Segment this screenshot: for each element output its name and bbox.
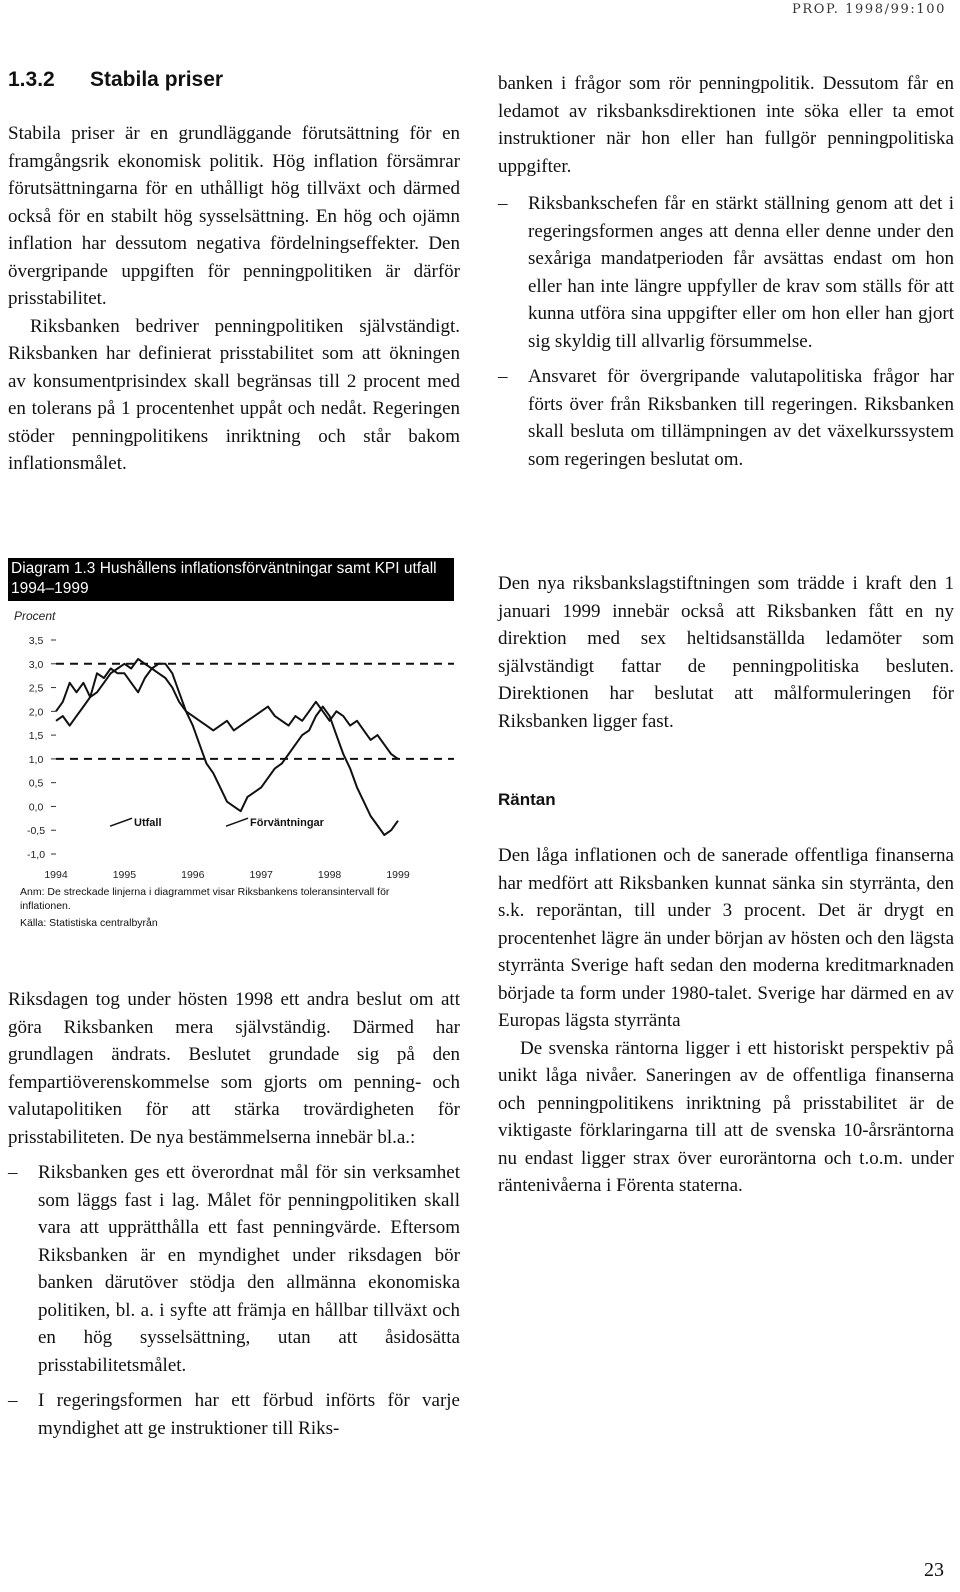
list-item: [8, 1387, 460, 1442]
x-tick-label: 1995: [112, 869, 137, 881]
document-reference: PROP. 1998/99:100: [792, 2, 946, 17]
series-line-utfall: [56, 664, 398, 835]
x-tick-label: 1996: [181, 869, 205, 881]
section-number: 1.3.2: [8, 68, 55, 91]
y-tick-label: 1,5: [28, 730, 44, 743]
x-tick-label: 1999: [386, 869, 410, 881]
y-tick-label: 3,5: [28, 635, 44, 647]
chart-note: Anm: De streckade linjerna i diagrammet visar Riksbankens toleransintervall för inflationen.: [20, 886, 390, 912]
reform-list: [498, 190, 954, 473]
legislation-block: [498, 570, 954, 735]
list-item-text: Riksbankschefen får en stärkt ställning genom att det i regeringsformen anges att denna eller denne under den sexåriga mandatperioden får avsättas endast om hon eller han inte längre uppfyller de krav som ställs för att kunna utföra sina uppgifter eller om hon eller han gjort sig skyldig till allvarlig försummelse.: [528, 193, 954, 352]
section-heading: [8, 68, 223, 92]
paragraph-continuation: banken i frågor som rör penningpolitik. Dessutom får en ledamot av riksbanksdirektionen inte söka eller ta emot instruktioner när hon eller han fullgör penningpolitiska uppgifter.: [498, 73, 954, 177]
x-tick-label: 1998: [317, 869, 342, 881]
section-title: Stabila priser: [90, 68, 224, 91]
new-rules-list: [8, 1159, 460, 1442]
paragraph-stable-prices: Stabila priser är en grundläggande förutsättning för en framgångsrik ekonomisk politik. Hög inflation försämrar förutsättningarna för en uthålligt hög tillväxt och därmed också för en stabilt hög sysselsättning. En hög och ojämn inflation har dessutom negativa fördelningseffekter. Den övergripande uppgiften för penningpolitiken är därför prisstabilitet.: [8, 123, 460, 309]
right-upper-block: [498, 70, 954, 481]
list-item: [498, 363, 954, 473]
rates-block: [498, 842, 954, 1200]
chart-unit-label: Procent: [14, 609, 56, 623]
dash-marker: –: [8, 1162, 18, 1183]
intro-block: [8, 120, 460, 478]
list-item-text: Riksbanken ges ett överordnat mål för sin verksamhet som läggs fast i lag. Målet för penningpolitiken skall vara att upprätthålla ett fast penningvärde. Eftersom Riksbanken är en myndighet under riksdagen bör banken därutöver stödja den allmänna ekonomiska politiken, bl. a. i syfte att främja en hållbar tillväxt och en hög sysselsättning, utan att åsidosätta prisstabilitetsmålet.: [38, 1162, 460, 1376]
x-tick-label: 1994: [44, 869, 68, 881]
paragraph-new-legislation: Den nya riksbankslagstiftningen som trädde i kraft den 1 januari 1999 innebär också att Riksbanken fått en ny direktion med sex heltidsanställda ledamöter som självständigt fattar de penningpolitiska besluten. Direktionen har beslutat att målformuleringen för Riksbanken ligger fast.: [498, 573, 954, 732]
subheading-rates: Räntan: [498, 790, 556, 809]
paragraph-historic-rates: De svenska räntorna ligger i ett historiskt perspektiv på unikt låga nivåer. Saneringen av de offentliga finanserna och penningpolitikens inriktning på prisstabilitet är de viktigaste förklaringarna till att de svenska 10-årsräntorna nu endast ligger strax över euroräntorna och t.o.m. under räntenivåerna i Förenta staterna.: [498, 1037, 954, 1196]
dash-marker: –: [498, 366, 508, 387]
dash-marker: –: [8, 1390, 18, 1411]
list-item-text: I regeringsformen har ett förbud införts för varje myndighet att ge instruktioner till Riks-: [38, 1390, 460, 1439]
diagram-title: Diagram 1.3 Hushållens inflationsförväntningar samt KPI utfall 1994–1999: [8, 558, 454, 601]
page-number: 23: [924, 1559, 944, 1581]
chart-source: Källa: Statistiska centralbyrån: [20, 917, 158, 929]
y-tick-label: -0,5: [26, 825, 46, 838]
list-item: [498, 190, 954, 355]
y-tick-label: 0,0: [28, 801, 44, 814]
legend-label: Utfall: [134, 817, 162, 830]
y-tick-label: 1,0: [28, 753, 44, 766]
y-tick-label: 0,5: [28, 777, 44, 790]
list-item: [8, 1159, 460, 1379]
inflation-chart: [8, 604, 458, 882]
legend-swatch: [110, 818, 132, 826]
x-tick-label: 1997: [249, 869, 273, 881]
paragraph-low-inflation: Den låga inflationen och de sanerade offentliga finanserna har medfört att Riksbanken kunnat sänka sin styrränta, den s.k. reporäntan, till under 3 procent. Det är drygt en procentenhet lägre än under början av hösten och den lägsta styrränta Sverige haft sedan den moderna kreditmarknaden började ta form under 1980-talet. Sverige har därmed en av Europas lägsta styrränta: [498, 845, 954, 1031]
paragraph-riksdag-decision: Riksdagen tog under hösten 1998 ett andra beslut om att göra Riksbanken mera självständig. Därmed har grundlagen ändrats. Beslutet grundade sig på den fempartiöverenskommelse som gjorts om penning- och valutapolitiken för att stärka trovärdigheten för prisstabiliteten. De nya bestämmelserna innebär bl.a.:: [8, 989, 460, 1148]
list-item-text: Ansvaret för övergripande valutapolitiska frågor har förts över från Riksbanken till regeringen. Riksbanken skall besluta om tillämpningen av det växelkurssystem som regeringen beslutat om.: [528, 366, 954, 470]
y-tick-label: -1,0: [26, 849, 46, 861]
legend-label: Förväntningar: [250, 817, 324, 830]
y-tick-label: 2,0: [28, 706, 44, 719]
paragraph-riksbank-independence: Riksbanken bedriver penningpolitiken självständigt. Riksbanken har definierat prisstabilitet som att ökningen av konsumentprisindex skall begränsas till 2 procent med en tolerans på 1 procentenhet uppåt och nedåt. Regeringen stöder penningpolitikens inriktning och står bakom inflationsmålet.: [8, 315, 460, 474]
y-tick-label: 3,0: [28, 658, 44, 671]
y-tick-label: 2,5: [28, 682, 44, 695]
legend-swatch: [226, 818, 248, 826]
decision-block: [8, 986, 460, 1450]
dash-marker: –: [498, 193, 508, 214]
